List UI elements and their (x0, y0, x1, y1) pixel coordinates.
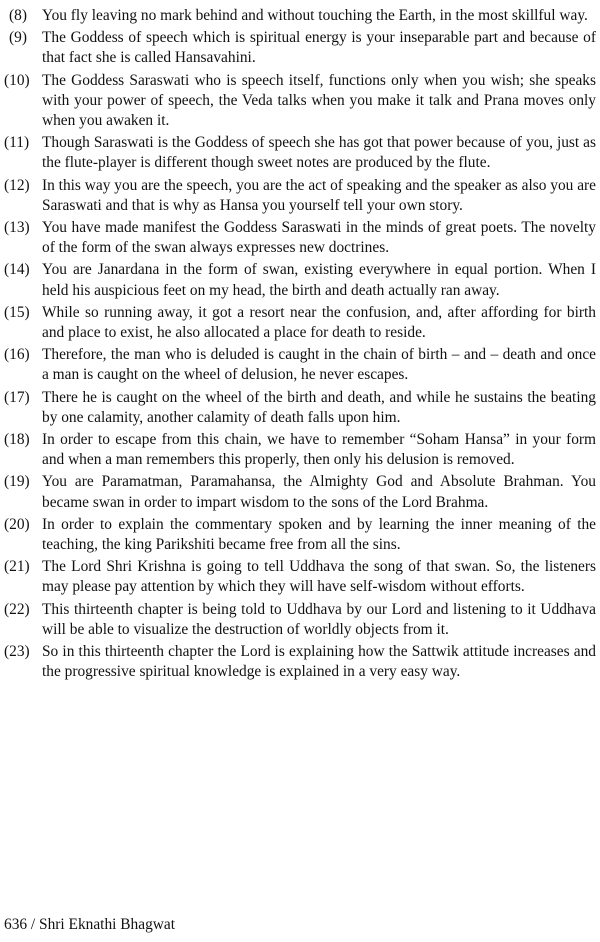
verse-text: Therefore, the man who is deluded is caught in the chain of birth – and – death and once a man is caught on the wheel of delusion, he never escapes. (42, 346, 596, 384)
verse-text: While so running away, it got a resort near the confusion, and, after affording for birth and place to exist, he also allocated a place for death to reside. (42, 303, 596, 342)
verse-text: You have made manifest the Goddess Saraswati in the minds of great poets. The novelty of the form of the swan always expresses new doctrines. (42, 219, 596, 257)
verse-number: (15) (4, 303, 30, 321)
verse-number: (12) (4, 176, 30, 194)
verse-number: (19) (4, 473, 30, 491)
verse-item (4, 6, 596, 26)
verse-number: (10) (4, 71, 30, 89)
verse-item (4, 260, 596, 300)
verse-number: (14) (4, 261, 30, 279)
verse-text: In order to escape from this chain, we have to remember “Soham Hansa” in your form and when a man remembers this properly, then only his delusion is removed. (42, 431, 596, 469)
verse-number: (13) (4, 219, 30, 237)
verse-text: There he is caught on the wheel of the birth and death, and while he sustains the beating by one calamity, another calamity of death falls upon him. (42, 388, 596, 426)
verse-number: (23) (4, 643, 30, 661)
verse-item (4, 133, 596, 173)
verse-number: (8) (9, 7, 27, 24)
verse-text: The Goddess of speech which is spiritual energy is your inseparable part and because of that fact she is called Hansavahini. (42, 29, 596, 67)
verse-text: You fly leaving no mark behind and without touching the Earth, in the most skillful way. (42, 7, 588, 24)
verse-text: So in this thirteenth chapter the Lord is explaining how the Sattwik attitude increases and the progressive spiritual knowledge is explained in a very easy way. (42, 643, 596, 681)
verse-text: In order to explain the commentary spoken and by learning the inner meaning of the teaching, the king Parikshiti became free from all the sins. (42, 515, 596, 554)
verse-number: (9) (9, 29, 27, 47)
verse-item (4, 176, 596, 216)
verse-text: The Lord Shri Krishna is going to tell Uddhava the song of that swan. So, the listeners may please pay attention by which they will have self-wisdom without efforts. (42, 558, 596, 596)
verse-item (4, 515, 596, 555)
verse-item (4, 71, 596, 132)
verse-text: You are Janardana in the form of swan, existing everywhere in equal portion. When I held his auspicious feet on my head, the birth and death actually ran away. (42, 261, 596, 299)
verse-number: (21) (4, 558, 30, 576)
verse-number: (16) (4, 346, 30, 364)
verse-number: (20) (4, 515, 30, 533)
verse-item (4, 345, 596, 385)
verse-item (4, 218, 596, 258)
verse-text: This thirteenth chapter is being told to Uddhava by our Lord and listening to it Uddhava will be able to visualize the destruction of worldly objects from it. (42, 600, 596, 638)
verse-number: (17) (4, 388, 30, 406)
verse-text: Though Saraswati is the Goddess of speech she has got that power because of you, just as the flute-player is different though sweet notes are produced by the flute. (42, 134, 596, 172)
page-footer: 636 / Shri Eknathi Bhagwat (4, 916, 175, 933)
verse-list (4, 6, 596, 685)
verse-number: (11) (4, 134, 30, 152)
verse-item (4, 642, 596, 682)
verse-text: You are Paramatman, Paramahansa, the Almighty God and Absolute Brahman. You became swan in order to impart wisdom to the sons of the Lord Brahma. (42, 473, 596, 511)
verse-item (4, 430, 596, 470)
verse-item (4, 303, 596, 343)
verse-item (4, 472, 596, 512)
verse-item (4, 388, 596, 428)
verse-text: In this way you are the speech, you are the act of speaking and the speaker as also you are Saraswati and that is why as Hansa you yourself tell your own story. (42, 176, 596, 214)
verse-number: (22) (4, 600, 30, 618)
verse-text: The Goddess Saraswati who is speech itself, functions only when you wish; she speaks with your power of speech, the Veda talks when you make it talk and Prana moves only when you awaken it. (42, 71, 596, 130)
verse-item (4, 600, 596, 640)
verse-number: (18) (4, 431, 30, 449)
verse-item (4, 557, 596, 597)
verse-item (4, 28, 596, 68)
